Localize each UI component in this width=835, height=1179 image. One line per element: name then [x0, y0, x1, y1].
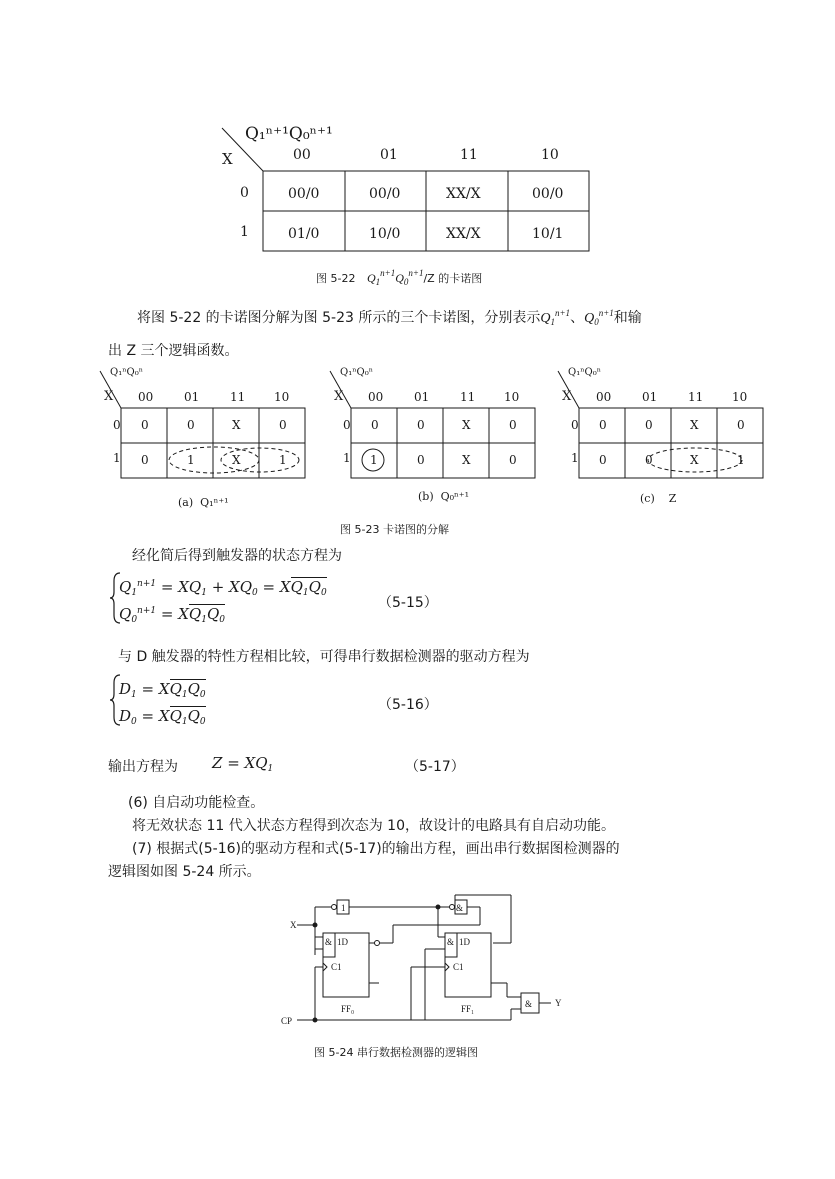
kmap-col-var: Q₁ⁿQ₀ⁿ	[110, 367, 144, 378]
kmap-col-header: 00	[293, 147, 311, 163]
d-input-label: 1D	[459, 937, 470, 947]
kmap-row-var: X	[104, 389, 114, 404]
kmap-col-header: 10	[541, 147, 559, 163]
kmap-cell: XX/X	[446, 226, 481, 242]
kmap-cell: X	[232, 418, 241, 432]
caption-5-23: 图 5-23 卡诺图的分解	[340, 523, 449, 536]
kmap-cell: 1	[279, 453, 287, 467]
kmap-col-var: Q₁ⁿQ₀ⁿ	[340, 367, 374, 378]
kmap-cell: 1	[737, 453, 745, 467]
item-6: (6) 自启动功能检查。	[128, 795, 265, 811]
kmap-cell: 0	[279, 418, 287, 432]
kmap-cell: 0	[187, 418, 195, 432]
kmap-col-header: 00	[138, 390, 154, 404]
kmap-cell: 01/0	[288, 226, 320, 242]
d-input-label: 1D	[337, 937, 348, 947]
kmap-col-header: 10	[504, 390, 520, 404]
kmap-row-var: X	[222, 150, 233, 168]
kmap-col-header: 01	[184, 390, 200, 404]
kmap-row-var: X	[334, 389, 344, 404]
kmap-cell: 1	[187, 453, 195, 467]
kmap-cell: 0	[599, 418, 607, 432]
not-gate-label: 1	[341, 903, 346, 913]
kmap-cell: 1	[370, 453, 378, 467]
and-gate-label: &	[525, 999, 533, 1009]
paragraph-1-line-2: 出 Z 三个逻辑函数。	[108, 343, 239, 359]
input-cp-label: CP	[281, 1016, 293, 1026]
kmap-col-header: 01	[642, 390, 658, 404]
kmap-cell: 00/0	[532, 186, 564, 202]
kmap-col-header: 01	[414, 390, 430, 404]
and-gate-label: &	[456, 903, 464, 913]
kmap-col-var: Q₁ⁿQ₀ⁿ	[568, 367, 602, 378]
ff1-label: FF₁	[461, 1004, 475, 1014]
equation-d1: $D_1 = XQ_1Q_0$	[119, 680, 206, 700]
equation-d0: $D_0 = XQ_1Q_0$	[119, 707, 206, 727]
kmap-cell: X	[462, 418, 471, 432]
kmap-cell: 0	[141, 453, 149, 467]
kmap-cell: 0	[509, 418, 517, 432]
kmap-col-header: 11	[230, 390, 246, 404]
paragraph-6: 将无效状态 11 代入状态方程得到次态为 10，故设计的电路具有自启动功能。	[132, 818, 615, 834]
caption-5-24: 图 5-24 串行数据检测器的逻辑图	[314, 1046, 478, 1059]
equation-number: （5-16）	[378, 697, 438, 713]
kmap-row-header: 0	[240, 185, 249, 201]
kmap-col-var: Q₁ⁿ⁺¹Q₀ⁿ⁺¹	[245, 124, 333, 144]
equation-z: $Z = XQ_1$	[212, 754, 274, 774]
equation-number: （5-15）	[378, 595, 438, 611]
equation-number: （5-17）	[405, 759, 465, 775]
kmap-row-var: X	[562, 389, 572, 404]
equation-q0: $Q_0^{n+1} = XQ_1Q_0$	[119, 605, 226, 625]
kmap-label: (c) Z	[640, 492, 677, 505]
kmap-label: (b) Q₀ⁿ⁺¹	[418, 490, 470, 503]
kmap-col-header: 11	[460, 390, 476, 404]
and-gate-label: &	[447, 937, 455, 947]
kmap-cell: X	[690, 453, 699, 467]
kmap-col-header: 11	[688, 390, 704, 404]
kmap-col-header: 00	[596, 390, 612, 404]
kmap-col-header: 10	[274, 390, 290, 404]
kmap-cell: 10/1	[532, 226, 564, 242]
kmaps-small-grid	[95, 368, 775, 483]
clock-input-label: C1	[453, 962, 464, 972]
kmap-cell: 0	[417, 453, 425, 467]
kmap-cell: 00/0	[288, 186, 320, 202]
kmap-col-header: 00	[368, 390, 384, 404]
kmap-cell: 0	[645, 418, 653, 432]
kmap-cell: X	[462, 453, 471, 467]
kmap-cell: 10/0	[369, 226, 401, 242]
item-7-line-2: 逻辑图如图 5-24 所示。	[108, 864, 261, 880]
kmap-cell: XX/X	[446, 186, 481, 202]
kmap-cell: 0	[417, 418, 425, 432]
paragraph-1-line-1: 将图 5-22 的卡诺图分解为图 5-23 所示的三个卡诺图，分别表示$Q_1^{n+1}$、$Q_0^{n+1}$和输	[137, 308, 642, 327]
kmap-cell: 0	[645, 453, 653, 467]
kmap-cell: X	[232, 453, 241, 467]
and-gate-label: &	[325, 937, 333, 947]
kmap-row-header: 1	[240, 224, 249, 240]
kmap-cell: 0	[371, 418, 379, 432]
kmap-cell: 0	[509, 453, 517, 467]
kmap-cell: 00/0	[369, 186, 401, 202]
kmap-col-header: 11	[460, 147, 478, 163]
clock-input-label: C1	[331, 962, 342, 972]
kmap-cell: X	[690, 418, 699, 432]
input-x-label: X	[290, 920, 297, 930]
kmap-label: (a) Q₁ⁿ⁺¹	[178, 496, 229, 509]
kmap-cell: 0	[599, 453, 607, 467]
logic-circuit-diagram	[275, 885, 575, 1030]
paragraph-2: 经化简后得到触发器的状态方程为	[132, 548, 342, 564]
kmap-cell: 0	[141, 418, 149, 432]
item-7-line-1: (7) 根据式(5-16)的驱动方程和式(5-17)的输出方程，画出串行数据图检测器的	[132, 841, 620, 857]
caption-5-22: 图 5-22 $Q_1^{n+1}Q_0^{n+1}/Z$ 的卡诺图	[316, 268, 483, 287]
output-label: 输出方程为	[108, 759, 178, 775]
kmap-col-header: 01	[380, 147, 398, 163]
kmap-col-header: 10	[732, 390, 748, 404]
ff0-label: FF₀	[341, 1004, 355, 1014]
kmap-cell: 0	[737, 418, 745, 432]
paragraph-3: 与 D 触发器的特性方程相比较，可得串行数据检测器的驱动方程为	[118, 649, 530, 665]
equation-q1: $Q_1^{n+1} = XQ_1 + XQ_0 = XQ_1Q_0$	[119, 578, 327, 598]
output-y-label: Y	[555, 998, 562, 1008]
